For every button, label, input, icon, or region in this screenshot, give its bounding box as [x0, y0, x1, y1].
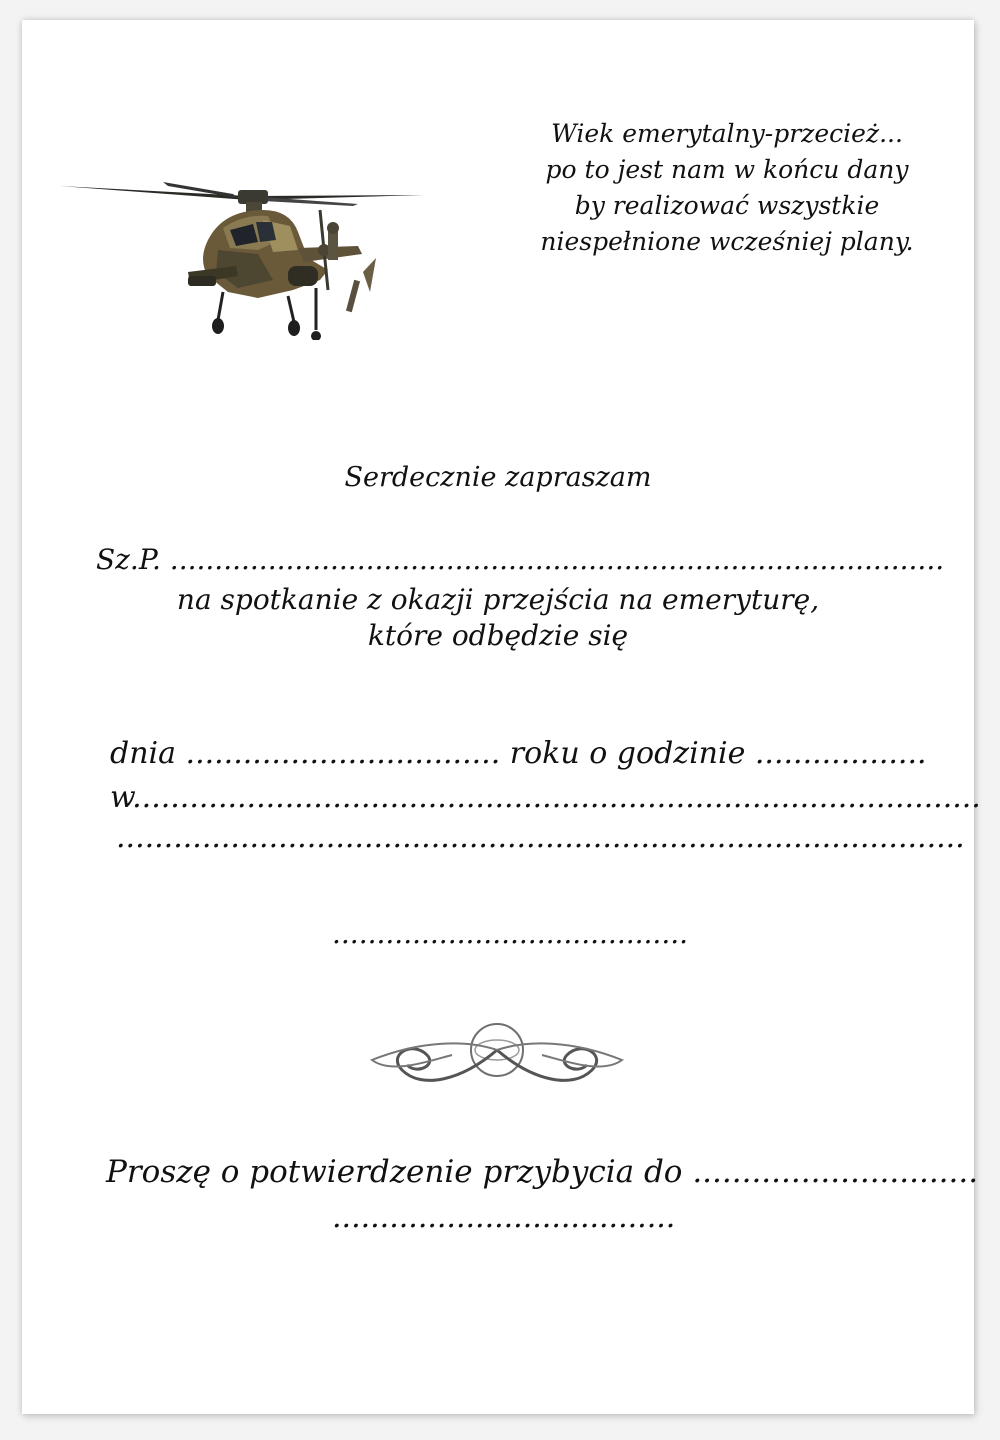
- date-line: dnia ................................. roku o godzinie ..................: [110, 736, 927, 771]
- decorative-flourish-divider: [252, 1020, 742, 1110]
- poem-line: po to jest nam w końcu dany: [545, 155, 909, 184]
- poem: [492, 116, 962, 260]
- occasion-line: na spotkanie z okazji przejścia na emeryturę,: [176, 583, 820, 616]
- invitation-page: [22, 20, 981, 1414]
- greeting: Serdecznie zapraszam: [344, 462, 652, 493]
- signature-line: ........................................: [332, 917, 689, 950]
- poem-line: by realizować wszystkie: [574, 191, 880, 220]
- rsvp-line: Proszę o potwierdzenie przybycia do .............................: [106, 1154, 979, 1190]
- rsvp-line-2: ....................................: [332, 1200, 676, 1235]
- will-take-place-line: które odbędzie się: [367, 619, 629, 652]
- poem-line: niespełnione wcześniej plany.: [540, 227, 914, 256]
- poem-line: Wiek emerytalny-przecież...: [551, 119, 903, 148]
- recipient-line: Sz.P. .......................................................................................: [96, 543, 945, 576]
- place-line-2: .........................................................................................: [116, 820, 965, 855]
- place-line: w.........................................................................................: [110, 780, 981, 815]
- helicopter-illustration: [58, 180, 428, 340]
